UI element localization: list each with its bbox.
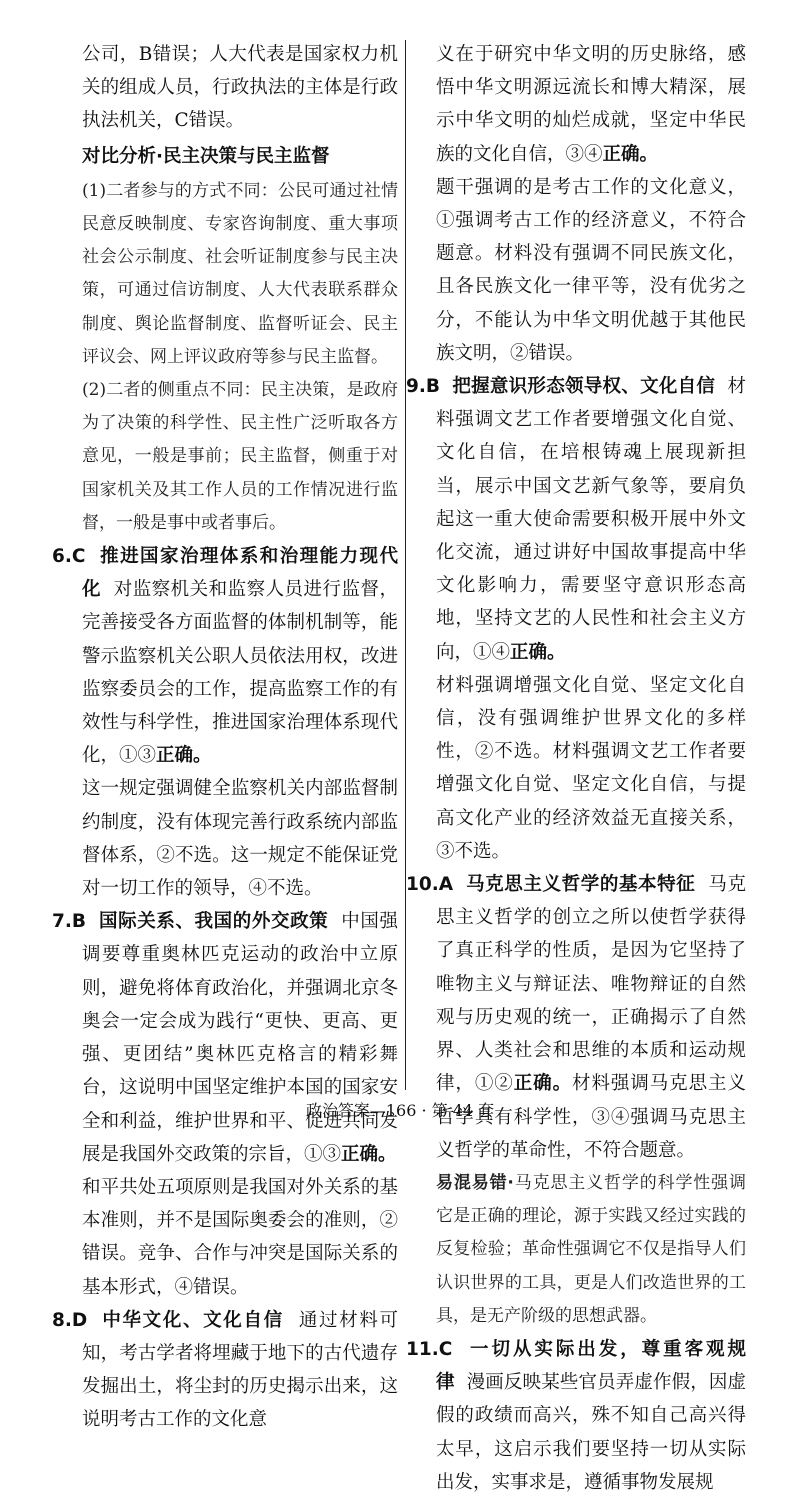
- answer-7-topic: 国际关系、我国的外交政策: [99, 911, 329, 933]
- answer-7-number: 7.B: [52, 911, 87, 933]
- answer-6-explanation: 这一规定强调健全监察机关内部监督制约制度，没有体现完善行政系统内部监督体系，②不选。这一规定不能保证党对一切工作的领导，④不选。: [82, 778, 398, 900]
- answer-6-text: 对监察机关和监察人员进行监督，完善接受各方面监督的体制机制等，能警示监察机关公职人员依法用权，改进监察委员会的工作，提高监察工作的有效性与科学性，推进国家治理体系现代化，①③: [82, 579, 398, 767]
- answer-6-topic: 推进国家治理体系和治理能力现代化: [82, 546, 398, 601]
- answer-8: [52, 1304, 398, 1437]
- answer-7: [52, 905, 398, 1171]
- answer-8-explanation: 题干强调的是考古工作的文化意义，①强调考古工作的经济意义，不符合题意。材料没有强调不同民族文化，且各民族文化一律平等，没有优劣之分，不能认为中华文明优越于其他民族文明，②错误。: [436, 176, 746, 364]
- answer-8-cont-text: 义在于研究中华文明的历史脉络，感悟中华文明源远流长和博大精深，展示中华文明的灿烂成就，坚定中华民族的文化自信，③④: [436, 44, 746, 165]
- answer-10: [406, 868, 746, 1167]
- answer-10-topic: 马克思主义哲学的基本特征: [466, 874, 696, 896]
- answer-8-continuation: [418, 38, 746, 171]
- right-column: [406, 38, 747, 1499]
- answer-10-note: [418, 1167, 746, 1333]
- answer-11: [406, 1333, 746, 1499]
- column-divider: [405, 40, 406, 1090]
- answer-10-explanation: 材料强调马克思主义哲学具有科学性，③④强调马克思主义哲学的革命性，不符合题意。: [436, 1073, 746, 1161]
- comparison-point-1: (1)二者参与的方式不同：公民可通过社情民意反映制度、专家咨询制度、重大事项社会公示制度、社会听证制度参与民主决策，可通过信访制度、人大代表联系群众制度、舆论监督制度、监督听证会、民主评议会、网上评议政府等参与民主监督。: [82, 180, 398, 367]
- answer-7-correct-mark: 正确。: [341, 1143, 397, 1165]
- answer-9-topic: 把握意识形态领导权、文化自信: [452, 376, 716, 398]
- comparison-heading: 对比分析·民主决策与民主监督: [82, 145, 330, 167]
- answer-9-number: 9.B: [406, 376, 441, 398]
- answer-6: [52, 540, 398, 772]
- answer-9: [406, 370, 746, 669]
- answer-8-number: 8.D: [52, 1309, 88, 1331]
- answer-7-explanation: 和平共处五项原则是我国对外关系的基本准则，并不是国际奥委会的准则，②错误。竞争、合作与冲突是国际关系的基本形式，④错误。: [82, 1176, 398, 1298]
- answer-8-correct-mark: 正确。: [602, 143, 659, 165]
- answer-9-text: 材料强调文艺工作者要增强文化自觉、文化自信，在培根铸魂上展现新担当，展示中国文艺新气象等，要肩负起这一重大使命需要积极开展中外文化交流，通过讲好中国故事提高中华文化影响力，需要坚守意识形态高地，坚持文艺的人民性和社会主义方向，①④: [436, 376, 746, 663]
- left-column: [52, 38, 398, 1437]
- answer-8-text: 通过材料可知，考古学者将埋藏于地下的古代遗存发掘出土，将尘封的历史揭示出来，这说明考古工作的文化意: [82, 1309, 398, 1431]
- answer-11-topic: 一切从实际出发，尊重客观规律: [436, 1338, 746, 1394]
- q5-continuation: 公司，B错误；人大代表是国家权力机关的组成人员，行政执法的主体是行政执法机关，C错误。: [82, 44, 398, 132]
- answer-6-correct-mark: 正确。: [156, 745, 212, 767]
- answer-11-number: 11.C: [406, 1338, 453, 1360]
- answer-9-correct-mark: 正确。: [510, 641, 566, 663]
- answer-10-note-label: 易混易错·: [436, 1172, 514, 1193]
- comparison-point-2: (2)二者的侧重点不同：民主决策，是政府为了决策的科学性、民主性广泛听取各方意见，一般是事前；民主监督，侧重于对国家机关及其工作人员的工作情况进行监督，一般是事中或者事后。: [82, 380, 398, 533]
- answer-9-explanation: 材料强调增强文化自觉、坚定文化自信，没有强调维护世界文化的多样性，②不选。材料强调文艺工作者要增强文化自觉、坚定文化自信，与提高文化产业的经济效益无直接关系，③不选。: [436, 674, 746, 862]
- answer-10-number: 10.A: [406, 874, 454, 896]
- answer-6-number: 6.C: [52, 546, 86, 568]
- answer-10-correct-mark: 正确。: [513, 1073, 573, 1095]
- answer-11-text: 漫画反映某些官员弄虚作假，因虚假的政绩而高兴，殊不知自己高兴得太早，这启示我们要坚持一切从实际出发，实事求是，遵循事物发展规: [436, 1372, 746, 1493]
- answer-10-text: 马克思主义哲学的创立之所以使哲学获得了真正科学的性质，是因为它坚持了唯物主义与辩证法、唯物辩证的自然观与历史观的统一，正确揭示了自然界、人类社会和思维的本质和运动规律，①②: [436, 874, 746, 1095]
- answer-10-note-text: 马克思主义哲学的科学性强调它是正确的理论，源于实践又经过实践的反复检验；革命性强调它不仅是指导人们认识世界的工具，更是人们改造世界的工具，是无产阶级的思想武器。: [436, 1172, 747, 1326]
- answer-8-topic: 中华文化、文化自信: [102, 1309, 284, 1331]
- answer-7-text: 中国强调要尊重奥林匹克运动的政治中立原则，避免将体育政治化，并强调北京冬奥会一定会成为践行“更快、更高、更强、更团结”奥林匹克格言的精彩舞台，这说明中国坚定维护本国的国家安全和利益，维护世界和平、促进共同发展是我国外交政策的宗旨，①③: [82, 911, 398, 1165]
- page-footer: 政治答案—166 · 第 44 套: [305, 1101, 495, 1120]
